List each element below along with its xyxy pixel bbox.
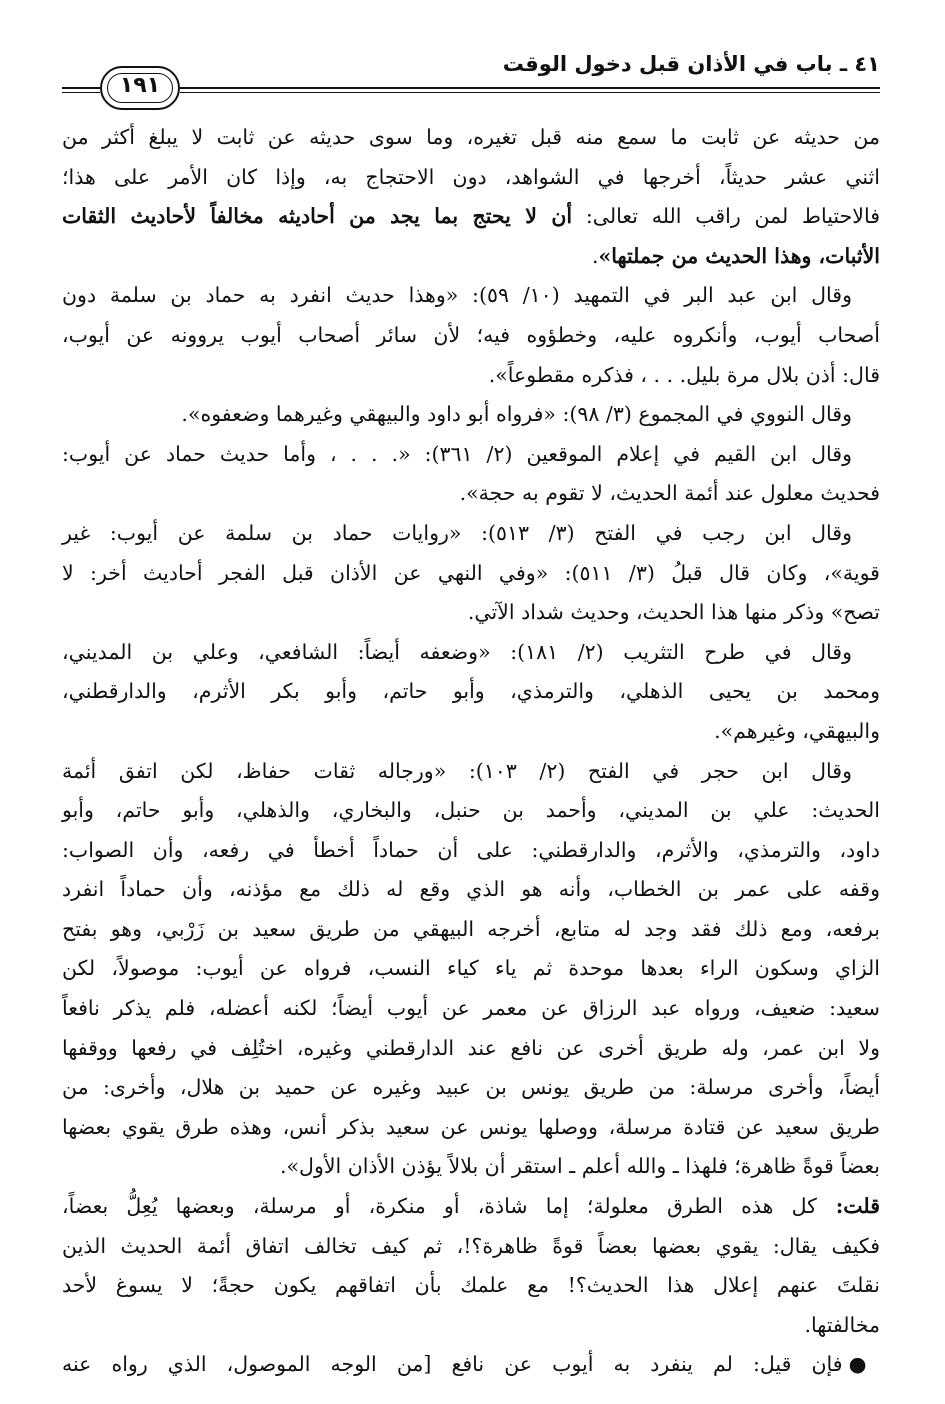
line-text: الزاي وسكون الراء بعدها موحدة ثم ياء كياء النسب، فرواه عن أيوب: موصولاً، لكن bbox=[62, 956, 880, 981]
line-text: من حديثه عن ثابت ما سمع منه قبل تغيره، وما سوى حديثه عن ثابت لا يبلغ أكثر من bbox=[62, 125, 880, 149]
text-line bbox=[62, 276, 880, 316]
text-line bbox=[62, 1068, 880, 1108]
header-rule bbox=[180, 87, 880, 93]
text-line bbox=[62, 1227, 880, 1267]
line-text: وقال ابن حجر في الفتح (٢/ ١٠٣): «ورجاله ثقات حفاظ، لكن اتفق أئمة bbox=[62, 758, 852, 783]
line-text: قال: أذن بلال مرة بليل. . . ، فذكره مقطوعاً». bbox=[488, 362, 880, 387]
line-text: فحديث معلول عند أئمة الحديث، لا تقوم به حجة». bbox=[459, 481, 880, 506]
text-line bbox=[62, 1306, 880, 1346]
line-text: داود، والترمذي، والأثرم، والدارقطني: على أن حماداً أخطأ في رفعه، وأن الصواب: bbox=[62, 837, 880, 862]
line-text: والبيهقي، وغيرهم». bbox=[714, 718, 880, 743]
line-text: ومحمد بن يحيى الذهلي، والترمذي، وأبو حاتم، وأبو بكر الأثرم، والدارقطني، bbox=[62, 679, 880, 704]
text-line bbox=[62, 158, 880, 198]
text-line bbox=[62, 989, 880, 1029]
line-text: بعضاً قوةً ظاهرة؛ فلهذا ـ والله أعلم ـ استقر أن بلالاً يؤذن الأذان الأول». bbox=[280, 1154, 880, 1179]
bold-text: الأثبات، وهذا الحديث من جملتها» bbox=[598, 243, 880, 268]
text-line bbox=[62, 237, 880, 277]
text-line bbox=[62, 831, 880, 871]
text-line bbox=[62, 870, 880, 910]
text-line bbox=[62, 395, 880, 435]
text-line bbox=[62, 118, 880, 158]
text-line bbox=[62, 712, 880, 752]
text-line bbox=[62, 514, 880, 554]
chapter-title: ٤١ ـ باب في الأذان قبل دخول الوقت bbox=[502, 52, 880, 76]
text-line bbox=[62, 554, 880, 594]
line-text: فكيف يقال: يقوي بعضها بعضاً قوةً ظاهرة؟!، ثم كيف تخالف اتفاق أئمة الحديث الذين bbox=[62, 1233, 880, 1258]
line-text: وقال في طرح التثريب (٢/ ١٨١): «وضعفه أيضاً: الشافعي، وعلي بن المديني، bbox=[62, 639, 852, 664]
text-line bbox=[62, 910, 880, 950]
header-rule-left bbox=[62, 87, 100, 93]
text-line bbox=[62, 356, 880, 396]
body-text bbox=[62, 118, 880, 1385]
line-text: نقلتَ عنهم إعلال هذا الحديث؟! مع علمك بأن اتفاقهم يكون حجةً؛ لا يسوغ لأحد bbox=[62, 1273, 880, 1298]
line-text: تصح» وذكر منها هذا الحديث، وحديث شداد الآتي. bbox=[467, 600, 880, 625]
text-line bbox=[62, 752, 880, 792]
text-line bbox=[62, 1345, 880, 1385]
line-text: وقفه على عمر بن الخطاب، وأنه هو الذي وقع له ذلك مع مؤذنه، وأن حماداً انفرد bbox=[62, 877, 880, 902]
line-text: وقال ابن رجب في الفتح (٣/ ٥١٣): «روايات حماد بن سلمة عن أيوب: غير bbox=[62, 520, 852, 545]
line-text: مخالفتها. bbox=[804, 1312, 880, 1337]
line-text: وقال النووي في المجموع (٣/ ٩٨): «فرواه أبو داود والبيهقي وغيرهما وضعفوه». bbox=[181, 402, 852, 427]
line-text: . bbox=[591, 243, 599, 268]
text-line bbox=[62, 593, 880, 633]
text-line bbox=[62, 672, 880, 712]
text-line bbox=[62, 197, 880, 237]
page-number-frame bbox=[100, 66, 180, 110]
text-line bbox=[62, 791, 880, 831]
text-line bbox=[62, 1108, 880, 1148]
bold-text: أن لا يحتج بما يجد من أحاديثه مخالفاً لأحاديث الثقات bbox=[62, 204, 573, 229]
text-line bbox=[62, 1187, 880, 1227]
line-text: اثني عشر حديثاً، أخرجها في الشواهد، دون الاحتجاج به، وإذا كان الأمر على هذا؛ bbox=[62, 164, 880, 189]
text-line bbox=[62, 633, 880, 673]
text-line bbox=[62, 1266, 880, 1306]
line-text: طريق سعيد عن قتادة مرسلة، ووصلها يونس عن سعيد بذكر أنس، وهذه طرق يقوي بعضها bbox=[62, 1114, 880, 1139]
line-text: الحديث: علي بن المديني، وأحمد بن حنبل، والبخاري، والذهلي، وأبو حاتم، وأبو bbox=[62, 798, 880, 823]
text-line bbox=[62, 1147, 880, 1187]
line-text: ولا ابن عمر، وله طريق أخرى عن نافع عند الدارقطني وغيره، اختُلِف في رفعها ووقفها bbox=[62, 1035, 880, 1060]
text-line bbox=[62, 474, 880, 514]
page-header bbox=[62, 42, 880, 102]
line-text: كل هذه الطرق معلولة؛ إما شاذة، أو منكرة، أو مرسلة، وبعضها يُعِلُّ بعضاً، bbox=[62, 1194, 817, 1219]
line-text: أصحاب أيوب، وأنكروه عليه، وخطؤوه فيه؛ لأن سائر أصحاب أيوب يروونه عن أيوب، bbox=[62, 322, 880, 347]
line-text: أيضاً، وأخرى مرسلة: من طريق يونس بن عبيد وغيره عن حميد بن هلال، وأخرى: من bbox=[62, 1075, 880, 1100]
line-text: سعيد: ضعيف، ورواه عبد الرزاق عن معمر عن أيوب أيضاً؛ لكنه أعضله، فلم يذكر نافعاً bbox=[62, 996, 880, 1021]
line-text: فإن قيل: لم ينفرد به أيوب عن نافع [من الوجه الموصول، الذي رواه عنه bbox=[62, 1352, 843, 1377]
text-line bbox=[62, 949, 880, 989]
page-number: ١٩١ bbox=[119, 73, 161, 98]
bold-text: قلت: bbox=[816, 1194, 880, 1219]
text-line bbox=[62, 316, 880, 356]
line-text: قوية»، وكان قال قبلُ (٣/ ٥١١): «وفي النهي عن الأذان قبل الفجر أحاديث أخر: لا bbox=[62, 560, 880, 585]
line-text: وقال ابن القيم في إعلام الموقعين (٢/ ٣٦١): «. . . ، وأما حديث حماد عن أيوب: bbox=[62, 441, 852, 466]
line-text: برفعه، ومع ذلك فقد وجد له متابع، أخرجه البيهقي من طريق سعيد بن زَرْبي، وهو بفتح bbox=[62, 916, 880, 941]
text-line bbox=[62, 1029, 880, 1069]
line-text: فالاحتياط لمن راقب الله تعالى: bbox=[572, 204, 880, 229]
line-text: وقال ابن عبد البر في التمهيد (١٠/ ٥٩): «وهذا حديث انفرد به حماد بن سلمة دون bbox=[62, 283, 852, 308]
text-line bbox=[62, 435, 880, 475]
bullet-icon: ● bbox=[848, 1352, 881, 1377]
